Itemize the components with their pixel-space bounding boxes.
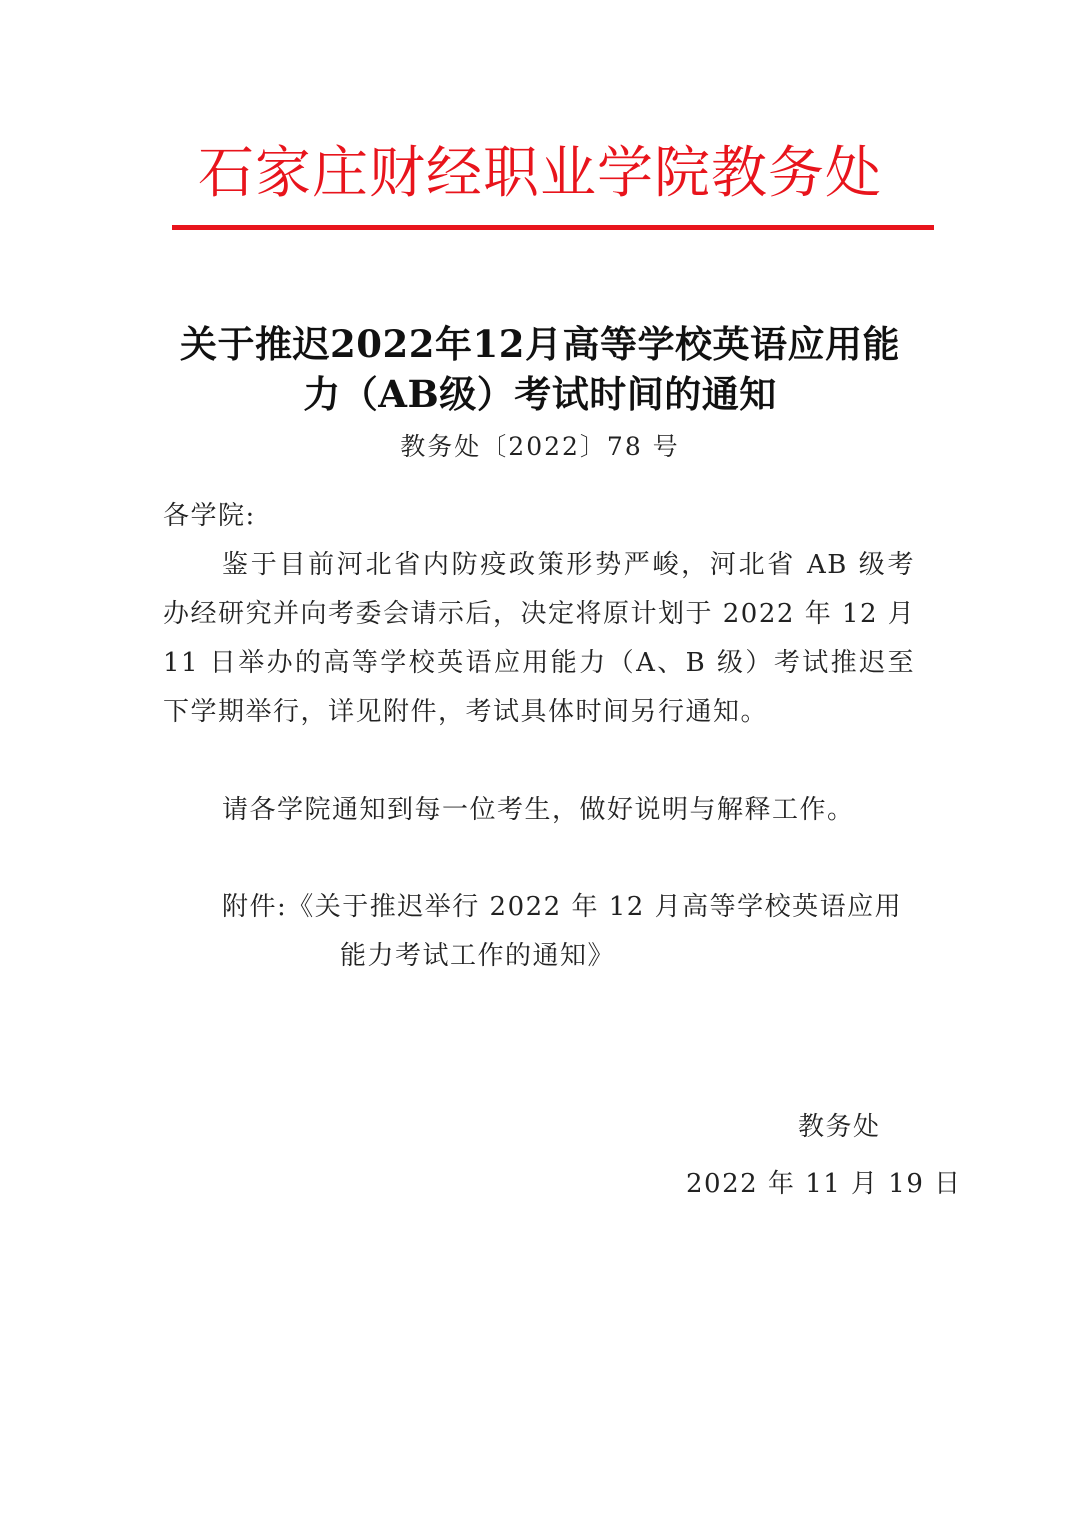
salutation: 各学院: — [163, 501, 256, 531]
signature-issuer: 教务处 — [798, 1112, 881, 1142]
body-line-2: 办经研究并向考委会请示后，决定将原计划于 2022 年 12 月 — [163, 599, 916, 629]
body-line-1: 鉴于目前河北省内防疫政策形势严峻，河北省 AB 级考 — [222, 550, 915, 580]
notice-title-line-2: 力（AB级）考试时间的通知 — [303, 372, 777, 416]
body-line-3: 11 日举办的高等学校英语应用能力（A、B 级）考试推迟至 — [163, 648, 915, 678]
document-number: 教务处〔2022〕78 号 — [400, 432, 680, 461]
attachment-line-1: 附件:《关于推迟举行 2022 年 12 月高等学校英语应用 — [222, 892, 903, 922]
notice-title-line-1: 关于推迟2022年12月高等学校英语应用能 — [180, 322, 900, 366]
body-line-4: 下学期举行，详见附件，考试具体时间另行通知。 — [163, 697, 769, 727]
attachment-line-2: 能力考试工作的通知》 — [340, 941, 616, 971]
signature-date: 2022 年 11 月 19 日 — [686, 1169, 962, 1199]
letterhead-title: 石家庄财经职业学院教务处 — [198, 141, 882, 206]
request-line: 请各学院通知到每一位考生，做好说明与解释工作。 — [222, 795, 855, 825]
letterhead-red-rule — [172, 225, 934, 230]
